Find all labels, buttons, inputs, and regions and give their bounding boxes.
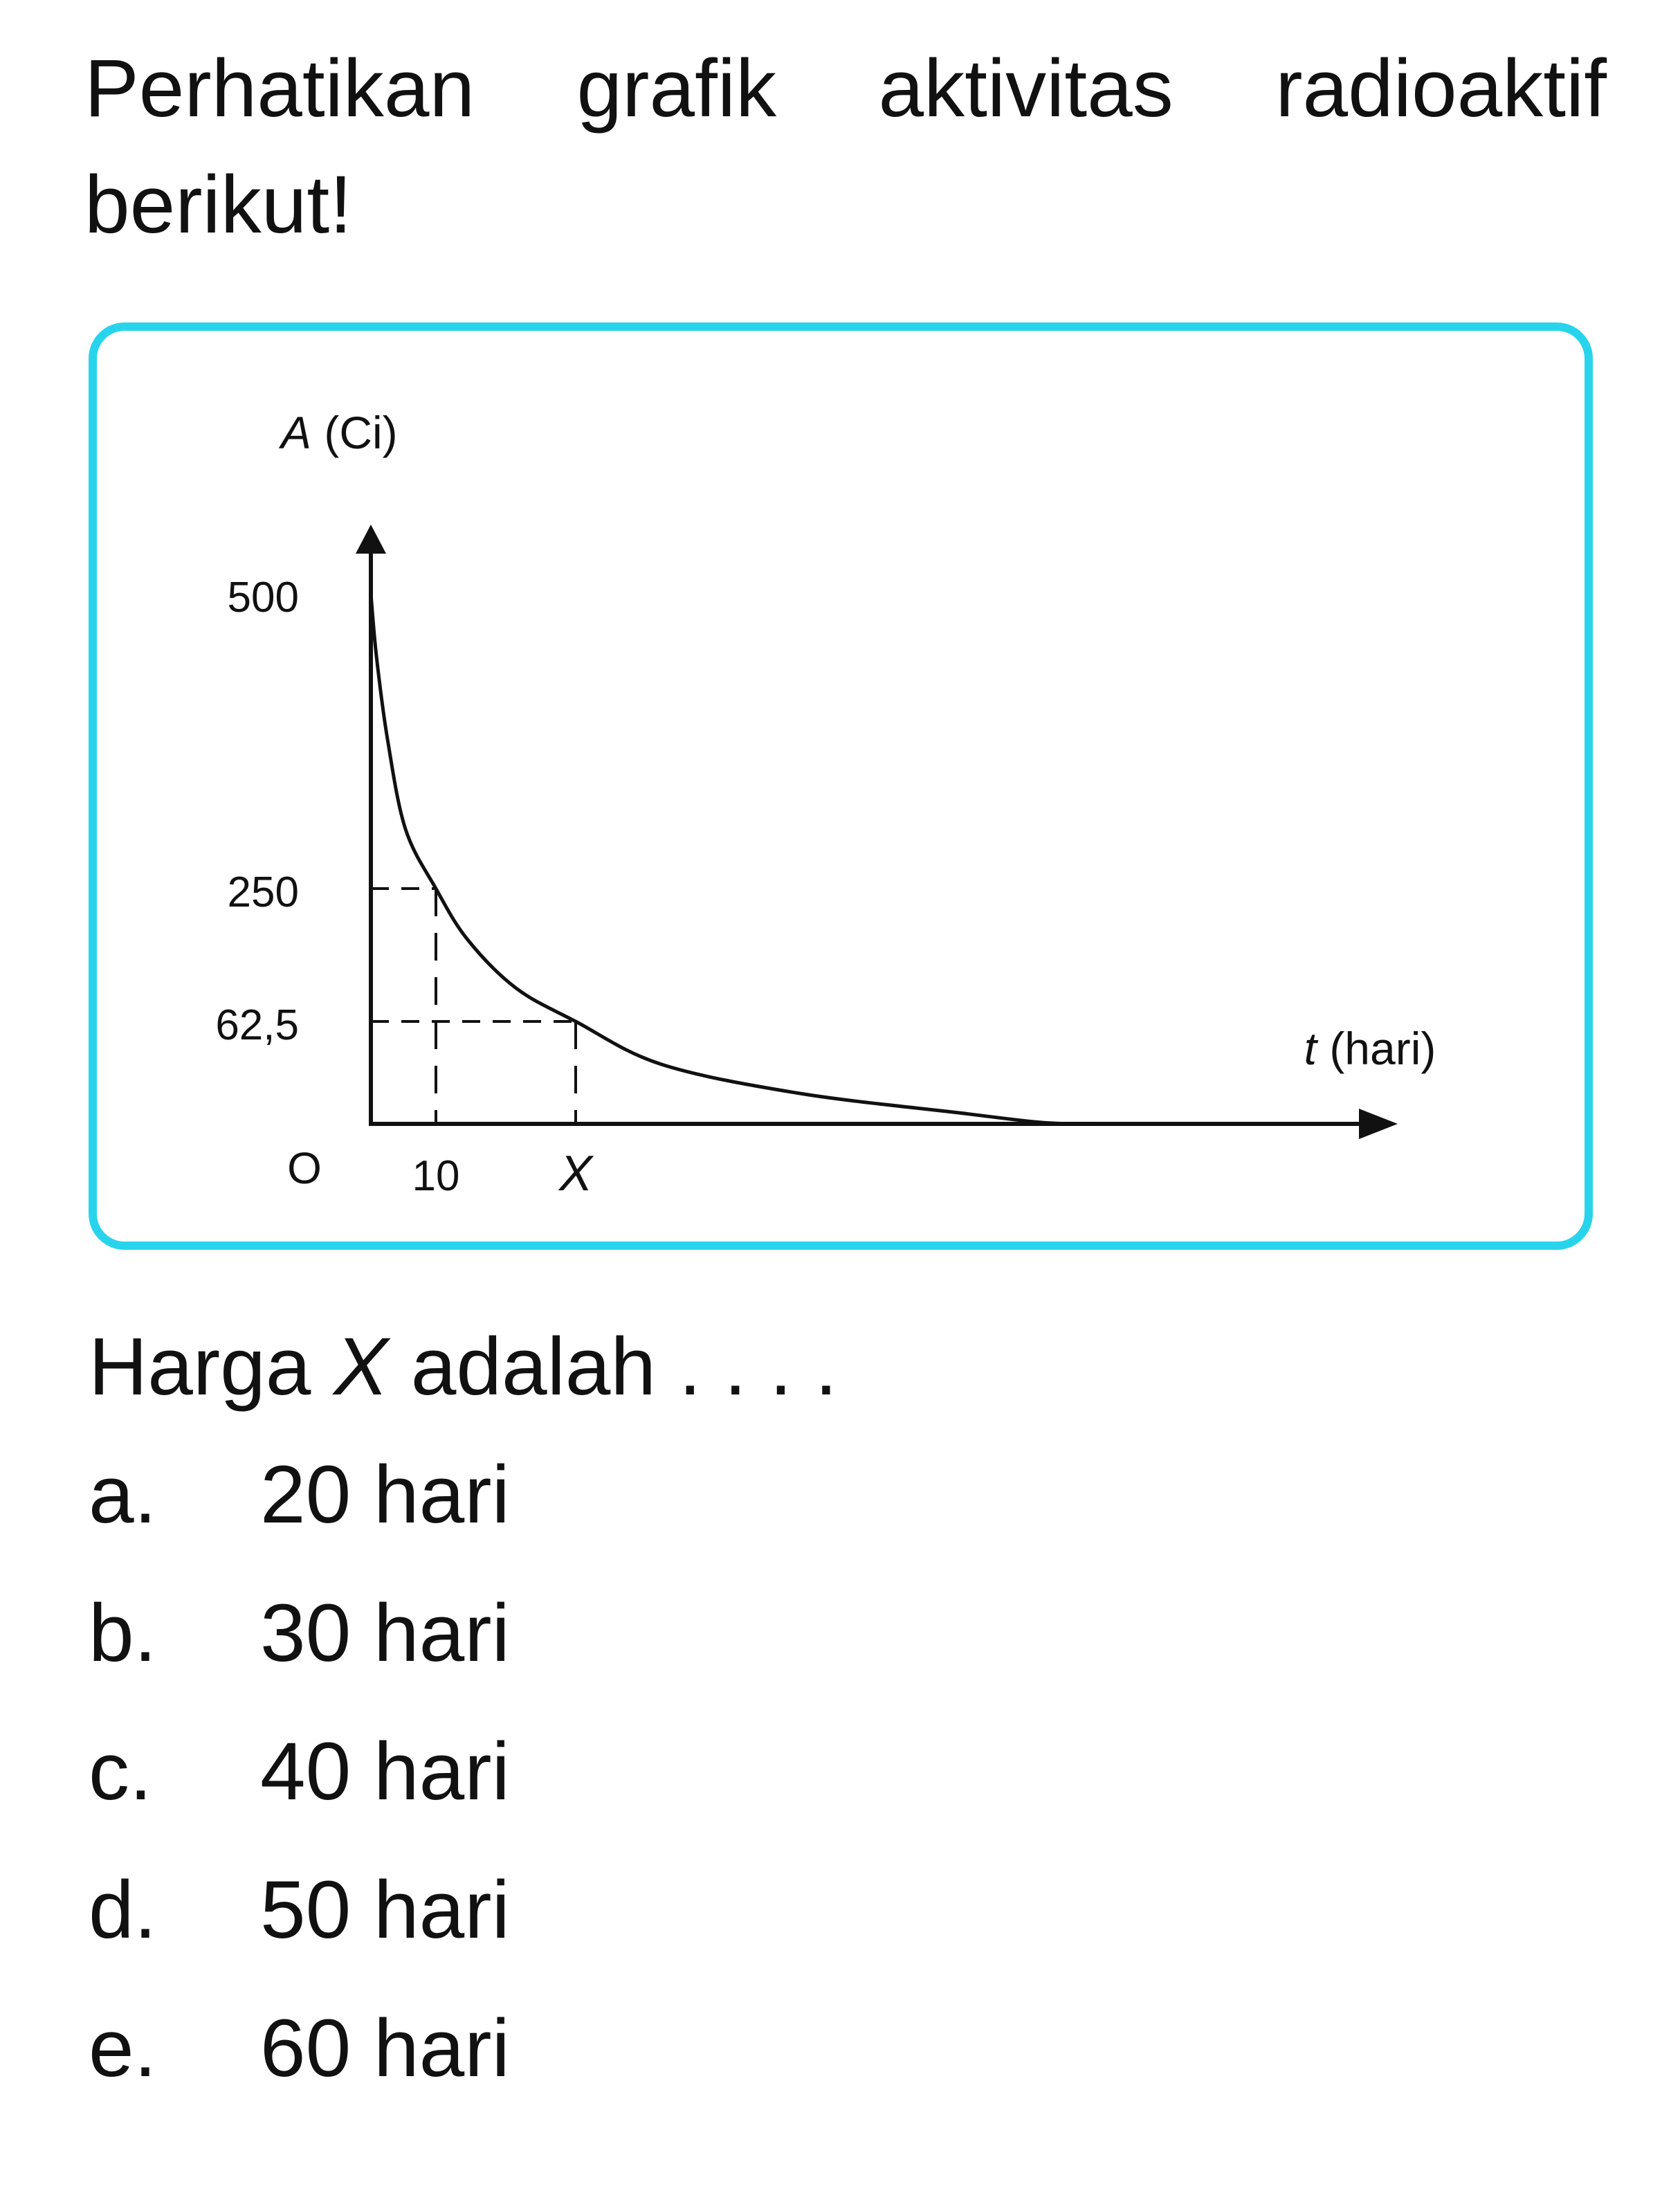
- decay-chart: [97, 331, 1601, 1258]
- prompt-before: Harga: [89, 1321, 334, 1412]
- option-letter: c.: [89, 1726, 152, 1817]
- y-tick-label: 500: [227, 574, 299, 621]
- y-axis-variable: A: [281, 407, 312, 458]
- option-letter: b.: [89, 1588, 157, 1679]
- question-text: Perhatikan grafik aktivitas radioaktif berikut!: [84, 43, 1607, 251]
- option-text: 40 hari: [260, 1726, 510, 1817]
- x-tick-label: 10: [412, 1152, 460, 1200]
- x-axis-arrow: [1359, 1109, 1398, 1139]
- origin-label: O: [287, 1143, 322, 1193]
- option-e[interactable]: [89, 1997, 711, 2135]
- x-axis-label: [1304, 1023, 1436, 1074]
- option-letter: e.: [89, 2003, 157, 2094]
- x-tick-label: X: [558, 1146, 593, 1201]
- prompt-variable: X: [334, 1321, 388, 1412]
- option-text: 60 hari: [260, 2003, 510, 2094]
- option-c[interactable]: [89, 1720, 711, 1858]
- chart-frame: [89, 322, 1593, 1250]
- answer-options: [89, 1443, 711, 2135]
- prompt-after: adalah . . . .: [387, 1321, 838, 1412]
- question-prompt: [89, 1315, 837, 1419]
- chart-curve: [371, 594, 1097, 1124]
- option-d[interactable]: [89, 1858, 711, 1997]
- option-letter: a.: [89, 1449, 157, 1540]
- option-b[interactable]: [89, 1581, 711, 1720]
- x-axis-variable: t: [1304, 1023, 1317, 1074]
- chart-axes: [356, 525, 1398, 1139]
- y-axis-arrow: [356, 525, 386, 554]
- option-a[interactable]: [89, 1443, 711, 1581]
- x-axis-unit: (hari): [1316, 1023, 1436, 1074]
- option-letter: d.: [89, 1864, 157, 1956]
- option-text: 20 hari: [260, 1449, 510, 1540]
- y-tick-label: 250: [227, 869, 299, 916]
- y-axis-label: [278, 407, 398, 458]
- y-tick-label: 62,5: [215, 1001, 299, 1049]
- y-axis-unit: (Ci): [311, 407, 398, 458]
- decay-curve-line: [371, 594, 1097, 1124]
- option-text: 30 hari: [260, 1588, 510, 1679]
- option-text: 50 hari: [260, 1864, 510, 1956]
